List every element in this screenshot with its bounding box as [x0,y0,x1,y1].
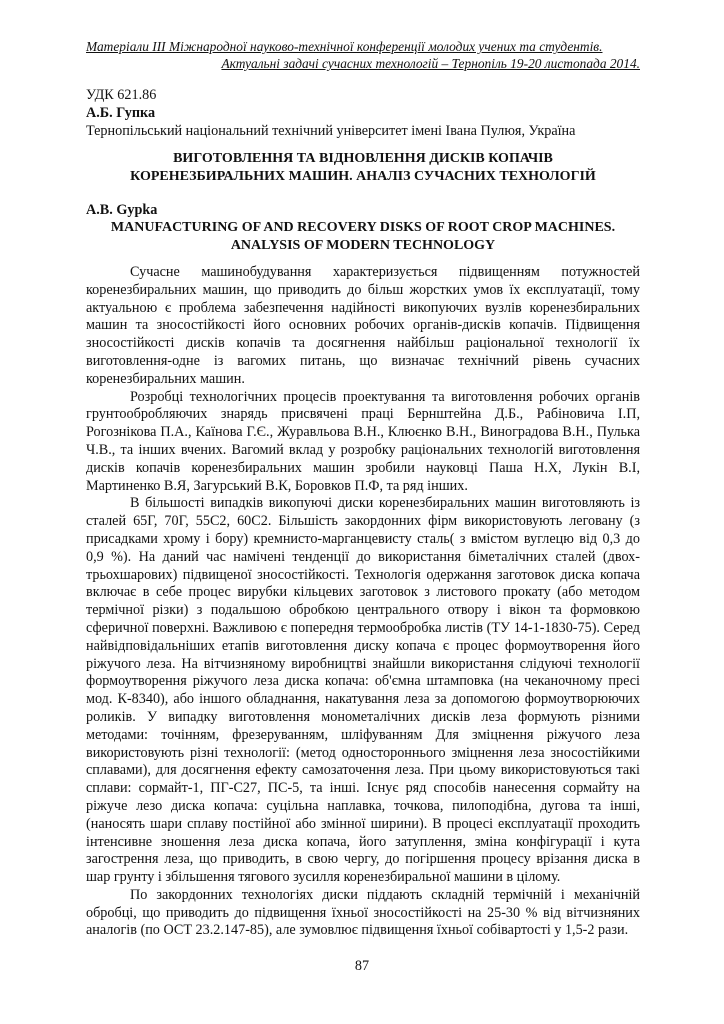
title-english [86,219,640,255]
header-line-1: Матеріали ІІІ Міжнародної науково-технічної конференції молодих учених та студентів. [86,39,603,54]
title-ukrainian [86,150,640,186]
article-body [86,264,640,940]
title-ua-line-2: КОРЕНЕЗБИРАЛЬНИХ МАШИН. АНАЛІЗ СУЧАСНИХ ТЕХНОЛОГІЙ [130,169,596,184]
paragraph: Розробці технологічних процесів проектування та виготовлення робочих органів грунтообробляючих знарядь присвячені праці Бернштейна Д.Б., Рабіновича І.П, Рогознікова П.А., Каїнова Г.Є., Журавльова В.Н., Клюєнко В.Н., Виноградова В.Н., Пулька Ч.В., та інших вчених. Вагомий вклад у розробку раціональних технологій виготовлення дисків копачів коренезбиральних машин зробили науковці Паша Н.Х, Лукін В.І, Мартиненко В.Я, Загурський В.К, Боровков П.Ф, та ряд інших. [86,388,640,494]
article-meta [86,86,640,140]
header-line-2: Актуальні задачі сучасних технологій – Тернопіль 19-20 листопада 2014. [221,56,640,71]
page-number: 87 [354,958,370,974]
title-en-line-2: ANALYSIS OF MODERN TECHNOLOGY [230,238,496,253]
author-en: A.B. Gypka [86,202,158,218]
udc-code: УДК 621.86 [86,87,157,103]
affiliation: Тернопільський національний технічний університет імені Івана Пулюя, Україна [86,123,576,139]
conference-header [86,38,640,72]
paragraph: Сучасне машинобудування характеризується підвищенням потужностей коренезбиральних машин, що приводить до більш жорстких умов їх експлуатації, тому актуальною є проблема забезпечення надійності викопуючих вузлів коренезбиральних машин та зносостійкості його основних робочих органів-дисків копачів. Підвищення зносостійкості дисків копачів та досягнення найбільш раціональної технології їх виготовлення-одне із вагомих питань, що визначає технічний рівень сучасних коренезбиральних машин. [86,264,640,387]
paragraph: По закордонних технологіях диски піддають складній термічній і механічній обробці, що приводить до підвищення їхньої зносостійкості на 25-30 % від вітчизняних аналогів (по ОСТ 23.2.147-85), але зумовлює підвищення їхньої собівартості у 1,5-2 рази. [86,886,640,939]
author-ua: А.Б. Гупка [86,105,156,121]
title-en-line-1: MANUFACTURING OF AND RECOVERY DISKS OF ROOT CROP MACHINES. [110,220,616,235]
title-ua-line-1: ВИГОТОВЛЕННЯ ТА ВІДНОВЛЕННЯ ДИСКІВ КОПАЧІВ [173,151,553,166]
paragraph: В більшості випадків викопуючі диски коренезбиральних машин виготовляють із сталей 65Г, 70Г, 55С2, 60С2. Більшість закордонних фірм використовують леговану (з присадками хрому і бору) кремнисто-марганцевисту сталь( з вмістом вуглецю від 0,3 до 0,9 %). На даний час намічені тенденції до використання біметалічних сталей (двох-трьохшарових) підвищеної зносостійкості. Технологія одержання заготовок диска копача включає в себе процес вирубки кільцевих заготовок з листового прокату (або методом термічної різки) з подальшою обробкою центрального отвору і вікон та формовкою сферичної поверхні. Важливою є попередня термообробка листів (ТУ 14-1-1830-75). Серед найвідповідальніших етапів виготовлення диску копача є процес формоутворення його ріжучого леза. На вітчизняному виробництві знайшли використання слідуючі технології формоутворення ріжучого леза диска копача: об'ємна штамповка (на чеканочному пресі мод. К-8340), або іншого обладнання, накатування леза за допомогою формоутворюючих роликів. У випадку виготовлення монометалічних дисків леза формують різними методами: точінням, фрезеруванням, шліфуванням Для зміцнення ріжучого леза використовують різні технології: (метод одностороннього зміцнення леза зносостійкими сплавами), для досягнення ефекту самозаточення леза. При цьому використовуються такі сплави: сормайт-1, ПГ-С27, ПС-5, та інші. Існує ряд способів нанесення сормайту на ріжуче лезо диска копача: суцільна наплавка, точкова, пилоподібна, дугова та інші, (наносять шари сплаву постійної або змінної ширини). В процесі експлуатації проходить інтенсивне зношення леза диска копача, його затуплення, зміна конфігурації і кута загострення леза, що приводить, в свою чергу, до погіршення процесу врізання диска в шар грунту і збільшення тягового зусилля коренезбиральної машини в цілому. [86,495,640,886]
